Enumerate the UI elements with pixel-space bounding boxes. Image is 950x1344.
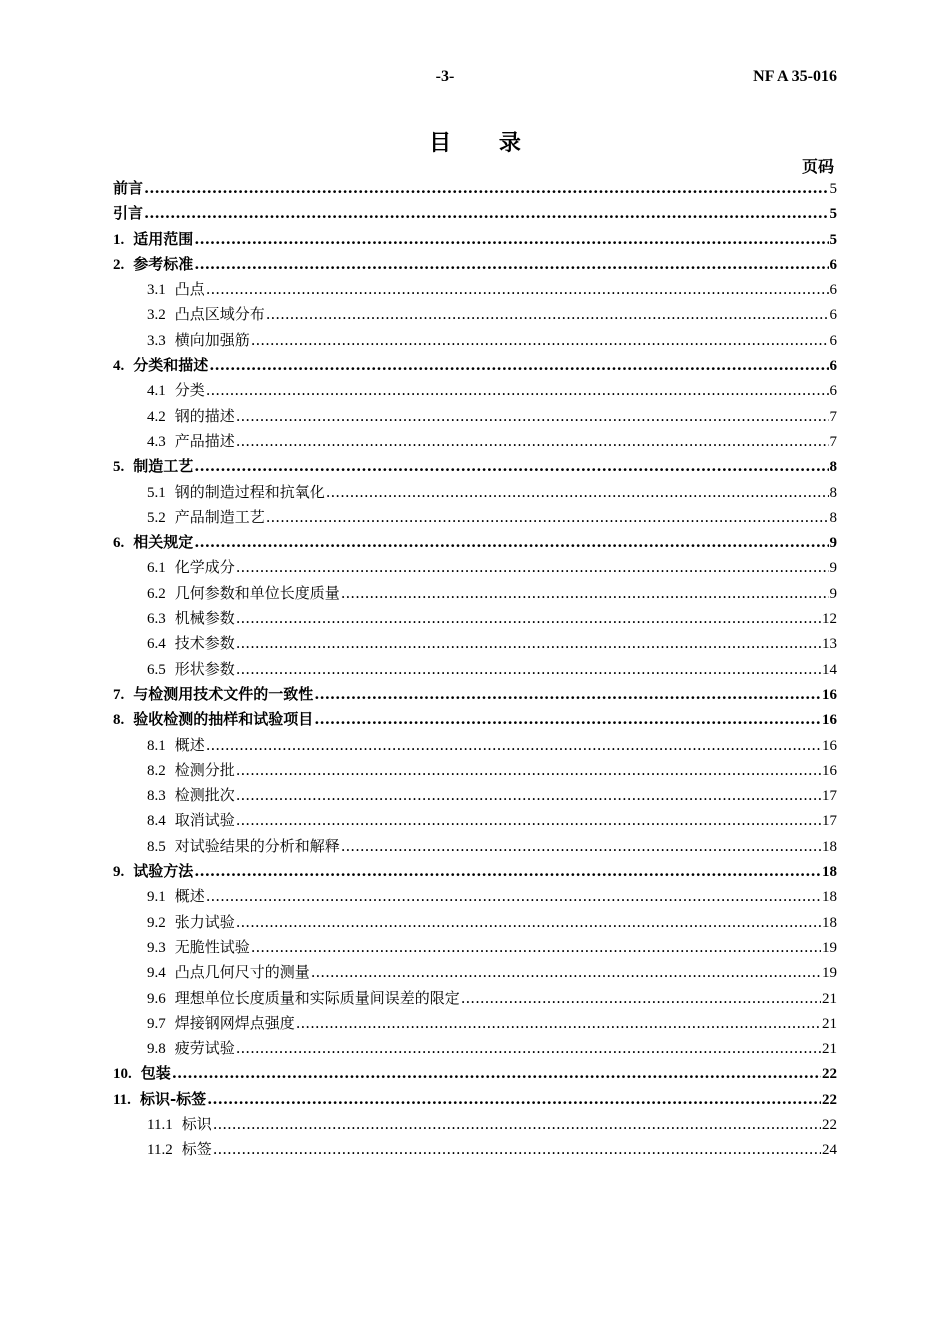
toc-entry-label: 理想单位长度质量和实际质量间误差的限定 bbox=[174, 988, 460, 1007]
toc-entry-label: 标识 bbox=[181, 1114, 212, 1133]
toc-dot-leader bbox=[311, 960, 821, 985]
header-page-number: -3- bbox=[435, 68, 455, 85]
page-column-label: 页码 bbox=[801, 157, 834, 176]
toc-entry-number: 11.2 bbox=[147, 1142, 173, 1159]
toc-dot-leader bbox=[194, 227, 828, 252]
toc-entry-label: 标识-标签 bbox=[139, 1089, 207, 1108]
toc-entry[interactable] bbox=[113, 808, 837, 833]
toc-entry[interactable] bbox=[113, 1087, 837, 1112]
toc-entry-page: 22 bbox=[822, 1091, 837, 1108]
toc-entry[interactable] bbox=[113, 581, 837, 606]
toc-entry-number: 6.2 bbox=[147, 585, 166, 602]
toc-dot-leader bbox=[251, 935, 821, 960]
toc-entry[interactable] bbox=[113, 606, 837, 631]
toc-dot-leader bbox=[207, 1087, 821, 1112]
toc-dot-leader bbox=[236, 808, 821, 833]
toc-dot-leader bbox=[194, 454, 828, 479]
toc-dot-leader bbox=[194, 859, 821, 884]
toc-entry-label: 前言 bbox=[113, 179, 144, 197]
toc-entry-number: 8.4 bbox=[147, 813, 166, 830]
toc-entry-label: 机械参数 bbox=[174, 609, 235, 628]
toc-entry-page: 16 bbox=[822, 762, 837, 779]
toc-entry-number: 3.1 bbox=[147, 282, 166, 299]
toc-entry[interactable] bbox=[113, 201, 837, 226]
toc-entry-label: 钢的制造过程和抗氧化 bbox=[174, 482, 325, 501]
toc-entry-label: 适用范围 bbox=[133, 229, 194, 248]
toc-entry-label: 疲劳试验 bbox=[174, 1039, 235, 1058]
toc-entry-number: 6. bbox=[113, 535, 125, 552]
toc-entry-number: 6.5 bbox=[147, 661, 166, 678]
toc-entry-number: 3.2 bbox=[147, 307, 166, 324]
toc-entry-number: 4.1 bbox=[147, 383, 166, 400]
toc-dot-leader bbox=[236, 1036, 821, 1061]
toc-entry-label: 焊接钢网焊点强度 bbox=[174, 1013, 295, 1032]
toc-entry-number: 5.1 bbox=[147, 484, 166, 501]
toc-dot-leader bbox=[296, 1011, 821, 1036]
toc-entry[interactable] bbox=[113, 227, 837, 252]
toc-entry[interactable] bbox=[113, 404, 837, 429]
toc-dot-leader bbox=[213, 1112, 821, 1137]
toc-entry-page: 18 bbox=[822, 889, 837, 906]
toc-dot-leader bbox=[341, 581, 829, 606]
toc-entry-page: 6 bbox=[829, 332, 837, 349]
toc-entry-label: 横向加强筋 bbox=[174, 330, 250, 349]
toc-entry[interactable] bbox=[113, 758, 837, 783]
toc-dot-leader bbox=[314, 707, 821, 732]
toc-entry-number: 6.3 bbox=[147, 611, 166, 628]
toc-entry[interactable] bbox=[113, 733, 837, 758]
toc-entry-page: 6 bbox=[829, 383, 837, 400]
toc-entry-label: 钢的描述 bbox=[174, 406, 235, 425]
toc-entry-page: 7 bbox=[829, 433, 837, 450]
toc-entry-page: 5 bbox=[829, 206, 837, 223]
toc-entry-label: 参考标准 bbox=[133, 254, 194, 273]
page-title: 目 录 bbox=[429, 130, 541, 156]
toc-entry-page: 5 bbox=[829, 181, 837, 197]
toc-dot-leader bbox=[314, 682, 821, 707]
header-doc-code: NF A 35-016 bbox=[753, 68, 837, 85]
toc-dot-leader bbox=[206, 884, 821, 909]
toc-dot-leader bbox=[194, 530, 828, 555]
toc-entry[interactable] bbox=[113, 252, 837, 277]
toc-entry-page: 8 bbox=[829, 459, 837, 476]
toc-entry-page: 6 bbox=[829, 358, 837, 375]
toc-entry-number: 11. bbox=[113, 1091, 131, 1108]
toc-entry-number: 9.8 bbox=[147, 1041, 166, 1058]
toc-entry-page: 16 bbox=[822, 686, 837, 703]
toc-entry-page: 16 bbox=[822, 712, 837, 729]
toc-entry[interactable] bbox=[113, 429, 837, 454]
toc-entry[interactable] bbox=[113, 176, 837, 201]
toc-entry-label: 相关规定 bbox=[133, 533, 194, 552]
toc-entry[interactable] bbox=[113, 505, 837, 530]
toc-entry[interactable] bbox=[113, 302, 837, 327]
toc-dot-leader bbox=[341, 834, 821, 859]
toc-entry-page: 19 bbox=[822, 965, 837, 982]
toc-entry-page: 9 bbox=[829, 585, 837, 602]
toc-entry-label: 试验方法 bbox=[133, 862, 194, 881]
toc-entry-label: 取消试验 bbox=[174, 811, 235, 830]
toc-entry-label: 凸点区域分布 bbox=[174, 305, 265, 324]
toc-entry-page: 22 bbox=[822, 1116, 837, 1133]
toc-entry-label: 无脆性试验 bbox=[174, 937, 250, 956]
toc-entry-label: 化学成分 bbox=[174, 558, 235, 577]
toc-entry[interactable] bbox=[113, 1061, 837, 1086]
table-of-contents bbox=[113, 176, 837, 1163]
toc-dot-leader bbox=[236, 404, 829, 429]
toc-entry-label: 概述 bbox=[174, 735, 205, 754]
toc-dot-leader bbox=[266, 505, 829, 530]
toc-entry-page: 24 bbox=[822, 1142, 837, 1159]
toc-entry[interactable] bbox=[113, 480, 837, 505]
toc-entry-number: 2. bbox=[113, 256, 125, 273]
toc-entry-label: 凸点 bbox=[174, 280, 205, 299]
toc-entry-page: 19 bbox=[822, 939, 837, 956]
toc-entry-page: 7 bbox=[829, 408, 837, 425]
toc-dot-leader bbox=[461, 986, 821, 1011]
toc-entry[interactable] bbox=[113, 884, 837, 909]
toc-entry-page: 5 bbox=[829, 231, 837, 248]
toc-entry[interactable] bbox=[113, 454, 837, 479]
toc-dot-leader bbox=[326, 480, 829, 505]
toc-dot-leader bbox=[206, 733, 821, 758]
toc-dot-leader bbox=[213, 1137, 821, 1162]
toc-entry-number: 4.3 bbox=[147, 433, 166, 450]
toc-entry[interactable] bbox=[113, 530, 837, 555]
toc-entry-label: 产品制造工艺 bbox=[174, 507, 265, 526]
toc-entry[interactable] bbox=[113, 328, 837, 353]
toc-entry-label: 验收检测的抽样和试验项目 bbox=[133, 710, 314, 729]
toc-entry-label: 形状参数 bbox=[174, 659, 235, 678]
toc-entry-label: 标签 bbox=[181, 1140, 212, 1159]
toc-entry-page: 21 bbox=[822, 1015, 837, 1032]
toc-entry-label: 几何参数和单位长度质量 bbox=[174, 583, 340, 602]
toc-entry-number: 6.4 bbox=[147, 636, 166, 653]
toc-entry-page: 14 bbox=[822, 661, 837, 678]
toc-entry-label: 引言 bbox=[113, 204, 144, 223]
toc-entry[interactable] bbox=[113, 783, 837, 808]
toc-entry-page: 17 bbox=[822, 813, 837, 830]
toc-entry-page: 18 bbox=[822, 914, 837, 931]
toc-entry-number: 9. bbox=[113, 864, 125, 881]
toc-entry-page: 9 bbox=[829, 535, 837, 552]
toc-entry-page: 8 bbox=[829, 509, 837, 526]
toc-dot-leader bbox=[236, 910, 821, 935]
toc-entry-page: 18 bbox=[822, 838, 837, 855]
toc-entry-page: 6 bbox=[829, 256, 837, 273]
toc-dot-leader bbox=[206, 277, 829, 302]
toc-entry[interactable] bbox=[113, 935, 837, 960]
toc-entry-page: 21 bbox=[822, 1041, 837, 1058]
toc-entry-label: 分类 bbox=[174, 381, 205, 400]
toc-entry-page: 9 bbox=[829, 560, 837, 577]
toc-entry-page: 18 bbox=[822, 864, 837, 881]
toc-entry[interactable] bbox=[113, 657, 837, 682]
toc-entry-number: 8.2 bbox=[147, 762, 166, 779]
toc-entry[interactable] bbox=[113, 631, 837, 656]
toc-dot-leader bbox=[194, 252, 828, 277]
toc-entry-label: 检测分批 bbox=[174, 760, 235, 779]
toc-entry[interactable] bbox=[113, 555, 837, 580]
toc-entry-number: 3.3 bbox=[147, 332, 166, 349]
toc-dot-leader bbox=[209, 353, 828, 378]
toc-entry-label: 包装 bbox=[140, 1064, 171, 1083]
toc-entry-label: 与检测用技术文件的一致性 bbox=[133, 684, 314, 703]
toc-entry-page: 6 bbox=[829, 282, 837, 299]
toc-entry[interactable] bbox=[113, 960, 837, 985]
toc-entry-number: 9.1 bbox=[147, 889, 166, 906]
toc-dot-leader bbox=[236, 555, 829, 580]
toc-entry-label: 概述 bbox=[174, 887, 205, 906]
toc-dot-leader bbox=[144, 201, 828, 226]
toc-entry[interactable] bbox=[113, 353, 837, 378]
toc-entry-number: 6.1 bbox=[147, 560, 166, 577]
toc-dot-leader bbox=[206, 378, 829, 403]
toc-entry-number: 4.2 bbox=[147, 408, 166, 425]
toc-dot-leader bbox=[144, 176, 828, 201]
toc-entry-label: 产品描述 bbox=[174, 431, 235, 450]
toc-entry-number: 8.3 bbox=[147, 788, 166, 805]
toc-dot-leader bbox=[172, 1061, 821, 1086]
toc-entry[interactable] bbox=[113, 707, 837, 732]
toc-entry[interactable] bbox=[113, 378, 837, 403]
toc-entry-number: 9.4 bbox=[147, 965, 166, 982]
toc-entry[interactable] bbox=[113, 1011, 837, 1036]
toc-entry[interactable] bbox=[113, 859, 837, 884]
toc-entry-page: 16 bbox=[822, 737, 837, 754]
toc-entry-number: 5.2 bbox=[147, 509, 166, 526]
toc-entry-page: 22 bbox=[822, 1066, 837, 1083]
toc-entry-number: 9.6 bbox=[147, 990, 166, 1007]
toc-entry[interactable] bbox=[113, 1137, 837, 1162]
toc-entry-number: 11.1 bbox=[147, 1116, 173, 1133]
toc-dot-leader bbox=[236, 606, 821, 631]
toc-entry-label: 技术参数 bbox=[174, 634, 235, 653]
toc-dot-leader bbox=[236, 429, 829, 454]
toc-entry[interactable] bbox=[113, 910, 837, 935]
toc-entry-label: 对试验结果的分析和解释 bbox=[174, 836, 340, 855]
toc-entry-label: 分类和描述 bbox=[133, 356, 209, 375]
toc-entry-number: 8.5 bbox=[147, 838, 166, 855]
toc-entry-page: 13 bbox=[822, 636, 837, 653]
toc-entry[interactable] bbox=[113, 277, 837, 302]
toc-entry-label: 凸点几何尺寸的测量 bbox=[174, 963, 310, 982]
toc-dot-leader bbox=[251, 328, 829, 353]
toc-entry-number: 9.3 bbox=[147, 939, 166, 956]
toc-entry[interactable] bbox=[113, 1036, 837, 1061]
toc-entry-label: 张力试验 bbox=[174, 912, 235, 931]
toc-entry-page: 8 bbox=[829, 484, 837, 501]
toc-entry-number: 9.2 bbox=[147, 914, 166, 931]
toc-entry[interactable] bbox=[113, 682, 837, 707]
toc-dot-leader bbox=[266, 302, 829, 327]
toc-entry-page: 6 bbox=[829, 307, 837, 324]
toc-entry-number: 8.1 bbox=[147, 737, 166, 754]
toc-entry-label: 制造工艺 bbox=[133, 457, 194, 476]
toc-entry-number: 5. bbox=[113, 459, 125, 476]
toc-entry-number: 10. bbox=[113, 1066, 132, 1083]
toc-entry-number: 4. bbox=[113, 358, 125, 375]
toc-entry-number: 1. bbox=[113, 231, 125, 248]
toc-entry-number: 7. bbox=[113, 686, 125, 703]
toc-entry[interactable] bbox=[113, 834, 837, 859]
toc-entry-page: 17 bbox=[822, 788, 837, 805]
toc-entry-number: 8. bbox=[113, 712, 125, 729]
toc-entry-page: 12 bbox=[822, 611, 837, 628]
toc-entry-number: 9.7 bbox=[147, 1015, 166, 1032]
toc-dot-leader bbox=[236, 783, 821, 808]
toc-dot-leader bbox=[236, 631, 821, 656]
toc-dot-leader bbox=[236, 657, 821, 682]
toc-entry[interactable] bbox=[113, 986, 837, 1011]
toc-dot-leader bbox=[236, 758, 821, 783]
toc-entry-label: 检测批次 bbox=[174, 786, 235, 805]
toc-entry-page: 21 bbox=[822, 990, 837, 1007]
toc-entry[interactable] bbox=[113, 1112, 837, 1137]
